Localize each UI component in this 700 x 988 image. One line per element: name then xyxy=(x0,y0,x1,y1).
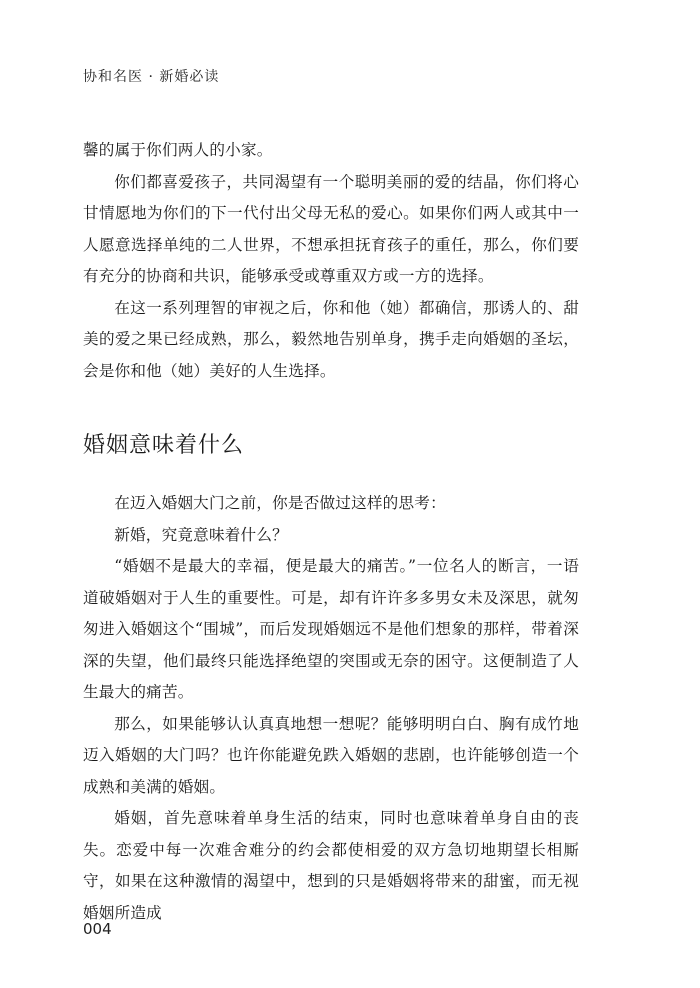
section-title: 婚姻意味着什么 xyxy=(83,433,245,458)
paragraph: 那么，如果能够认认真真地想一想呢？能够明明白白、胸有成竹地迈入婚姻的大门吗？也许你能避免跌入婚姻的悲剧，也许能够创造一个成熟和美满的婚姻。 xyxy=(83,714,579,796)
paragraph: 你们都喜爱孩子，共同渴望有一个聪明美丽的爱的结晶，你们将心甘情愿地为你们的下一代付出父母无私的爱心。如果你们两人或其中一人愿意选择单纯的二人世界，不想承担抚育孩子的重任，那么，你们要有充分的协商和共识，能够承受或尊重双方或一方的选择。 xyxy=(83,172,579,285)
paragraph: 在这一系列理智的审视之后，你和他（她）都确信，那诱人的、甜美的爱之果已经成熟，那么，毅然地告别单身，携手走向婚姻的圣坛，会是你和他（她）美好的人生选择。 xyxy=(83,298,579,380)
running-header: 协和名医 · 新婚必读 xyxy=(83,69,220,85)
paragraph: 新婚，究竟意味着什么？ xyxy=(114,525,288,544)
paragraph: 婚姻，首先意味着单身生活的结束，同时也意味着单身自由的丧失。恋爱中每一次难舍难分的约会都使相爱的双方急切地期望长相厮守，如果在这种激情的渴望中，想到的只是婚姻将带来的甜蜜，而无视婚姻所造成 xyxy=(83,809,579,922)
paragraph: “婚姻不是最大的幸福，便是最大的痛苦。”一位名人的断言，一语道破婚姻对于人生的重要性。可是，却有许许多多男女未及深思，就匆匆进入婚姻这个“围城”，而后发现婚姻远不是他们想象的那样，带着深深的失望，他们最终只能选择绝望的突围或无奈的困守。这便制造了人生最大的痛苦。 xyxy=(83,557,579,701)
paragraph-continuation: 馨的属于你们两人的小家。 xyxy=(83,141,273,159)
paragraph: 在迈入婚姻大门之前，你是否做过这样的思考： xyxy=(114,494,446,512)
page-body xyxy=(83,135,579,929)
page-number: 004 xyxy=(83,920,112,938)
